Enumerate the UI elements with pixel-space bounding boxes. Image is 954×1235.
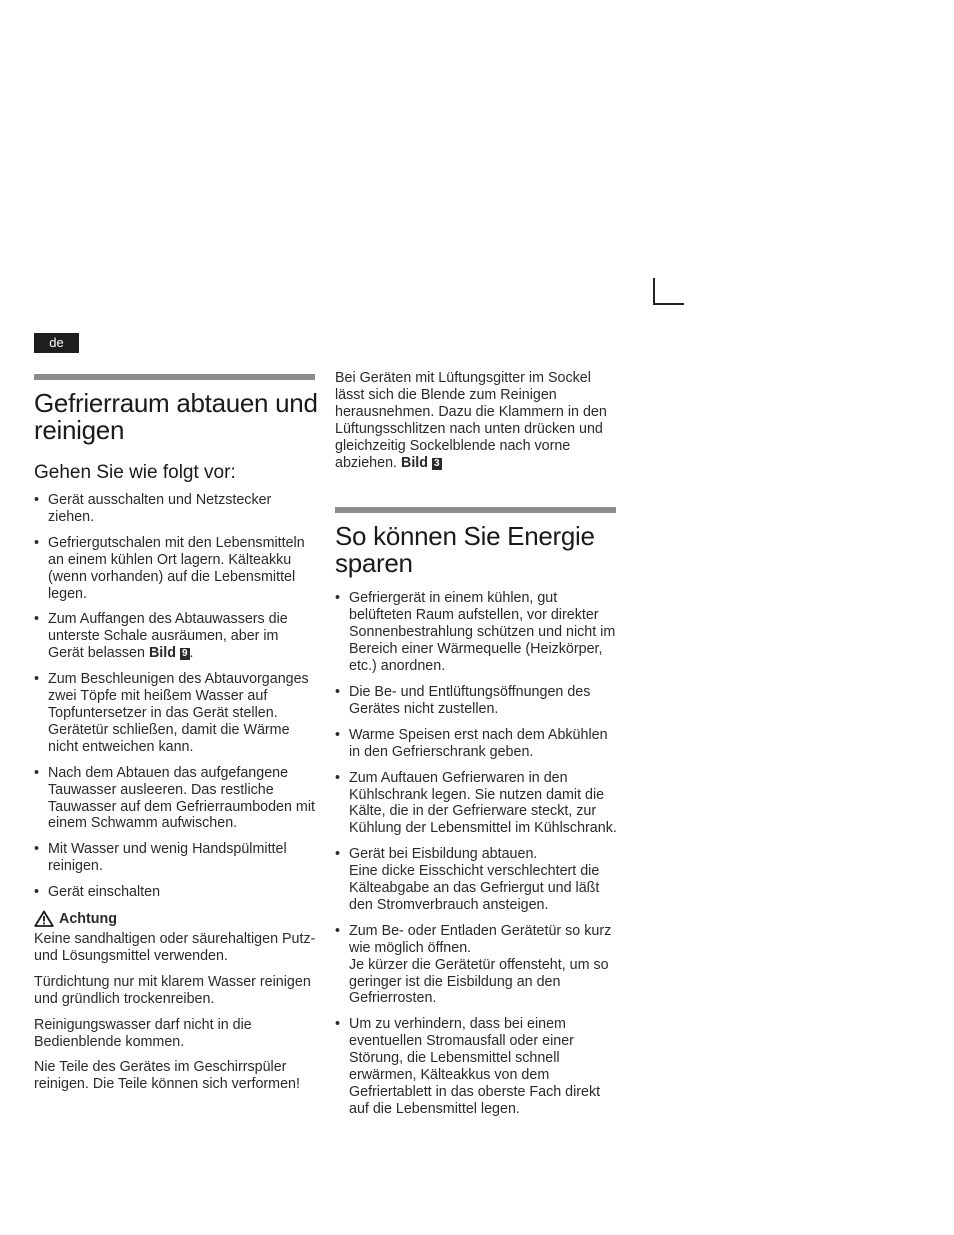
warning-text: Reinigungswasser darf nicht in die Bedienblende kommen. — [34, 1016, 252, 1050]
procedure-list — [34, 492, 318, 901]
list-item: • Zum Auffangen des Abtauwassers die unterste Schale ausräumen, aber im Gerät belassen Bild 9 . — [34, 611, 288, 662]
warning-triangle-icon — [34, 910, 54, 927]
section-title-energy: So können Sie Energie sparen — [335, 521, 595, 579]
list-item: • Um zu verhindern, dass bei einem eventuellen Stromausfall oder einer Störung, die Lebensmittel schnell erwärmen, Kälteakkus von dem Gefriertablett in das oberste Fach direkt auf die Lebensmittel legen. — [335, 1016, 601, 1117]
list-item: • Nach dem Abtauen das aufgefangene Tauwasser ausleeren. Das restliche Tauwasser auf dem Gefrierraumboden mit einem Schwamm aufwischen. — [34, 764, 315, 832]
warning-text: Nie Teile des Gerätes im Geschirrspüler reinigen. Die Teile können sich verformen! — [34, 1059, 300, 1093]
list-item: • Gerät ausschalten und Netzstecker ziehen. — [34, 492, 272, 525]
procedure-subtitle: Gehen Sie wie folgt vor: — [34, 462, 236, 483]
crop-mark-horizontal — [653, 303, 684, 305]
language-tag: de — [34, 333, 79, 353]
figure-reference: Bild — [401, 454, 429, 471]
list-item: • Zum Auftauen Gefrierwaren in den Kühlschrank legen. Sie nutzen damit die Kälte, die in der Gefrierware steckt, zur Kühlung der Lebensmittel im Kühlschrank. — [335, 769, 617, 837]
section-rule — [335, 507, 616, 513]
list-item: • Die Be- und Entlüftungsöffnungen des Gerätes nicht zustellen. — [335, 683, 591, 717]
energy-tips-list — [335, 590, 619, 1117]
warning-heading: Achtung — [34, 910, 318, 927]
section-title-defrost: Gefrierraum abtauen und reinigen — [34, 388, 318, 445]
list-item: • Mit Wasser und wenig Handspülmittel reinigen. — [34, 841, 287, 875]
intro-paragraph: Bei Geräten mit Lüftungsgitter im Sockel lässt sich die Blende zum Reinigen herausnehmen. Dazu die Klammern in den Lüftungsschlitzen nach unten drücken und gleichzeitig Sockelblende nach vorne abziehen. Bild 3 — [335, 370, 607, 471]
list-item: • Gerät bei Eisbildung abtauen. Eine dicke Eisschicht verschlechtert die Kälteabgabe an das Gefriergut und läßt den Stromverbrauch ansteigen. — [335, 846, 600, 913]
list-item: • Gefriergerät in einem kühlen, gut belüfteten Raum aufstellen, vor direkter Sonnenbestrahlung schützen und nicht im Bereich einer Wärmequelle (Heizkörper, etc.) anordnen. — [335, 590, 616, 675]
list-item: • Gefriergutschalen mit den Lebensmitteln an einem kühlen Ort lagern. Kälteakku (wenn vorhanden) auf die Lebensmittel legen. — [34, 534, 305, 602]
list-item: • Gerät einschalten — [34, 884, 161, 901]
figure-number: 9 — [181, 648, 188, 660]
figure-number: 3 — [434, 457, 440, 469]
crop-mark-vertical — [653, 278, 655, 305]
warning-text: Keine sandhaltigen oder säurehaltigen Putz- und Lösungsmittel verwenden. — [34, 931, 316, 964]
list-item: • Zum Beschleunigen des Abtauvorganges zwei Töpfe mit heißem Wasser auf Topfuntersetzer in das Gerät stellen. Gerätetür schließen, damit die Wärme nicht entweichen kann. — [34, 671, 309, 755]
left-column — [34, 374, 318, 1102]
section-rule — [34, 374, 315, 380]
list-item: • Warme Speisen erst nach dem Abkühlen in den Gefrierschrank geben. — [335, 726, 608, 760]
right-column — [335, 370, 619, 1127]
figure-reference: Bild — [148, 645, 176, 662]
list-item: • Zum Be- oder Entladen Gerätetür so kurz wie möglich öffnen. Je kürzer die Gerätetür offensteht, um so geringer ist die Eisbildung an den Gefrierrosten. — [335, 922, 612, 1007]
warning-text: Türdichtung nur mit klarem Wasser reinigen und gründlich trockenreiben. — [34, 973, 311, 1007]
